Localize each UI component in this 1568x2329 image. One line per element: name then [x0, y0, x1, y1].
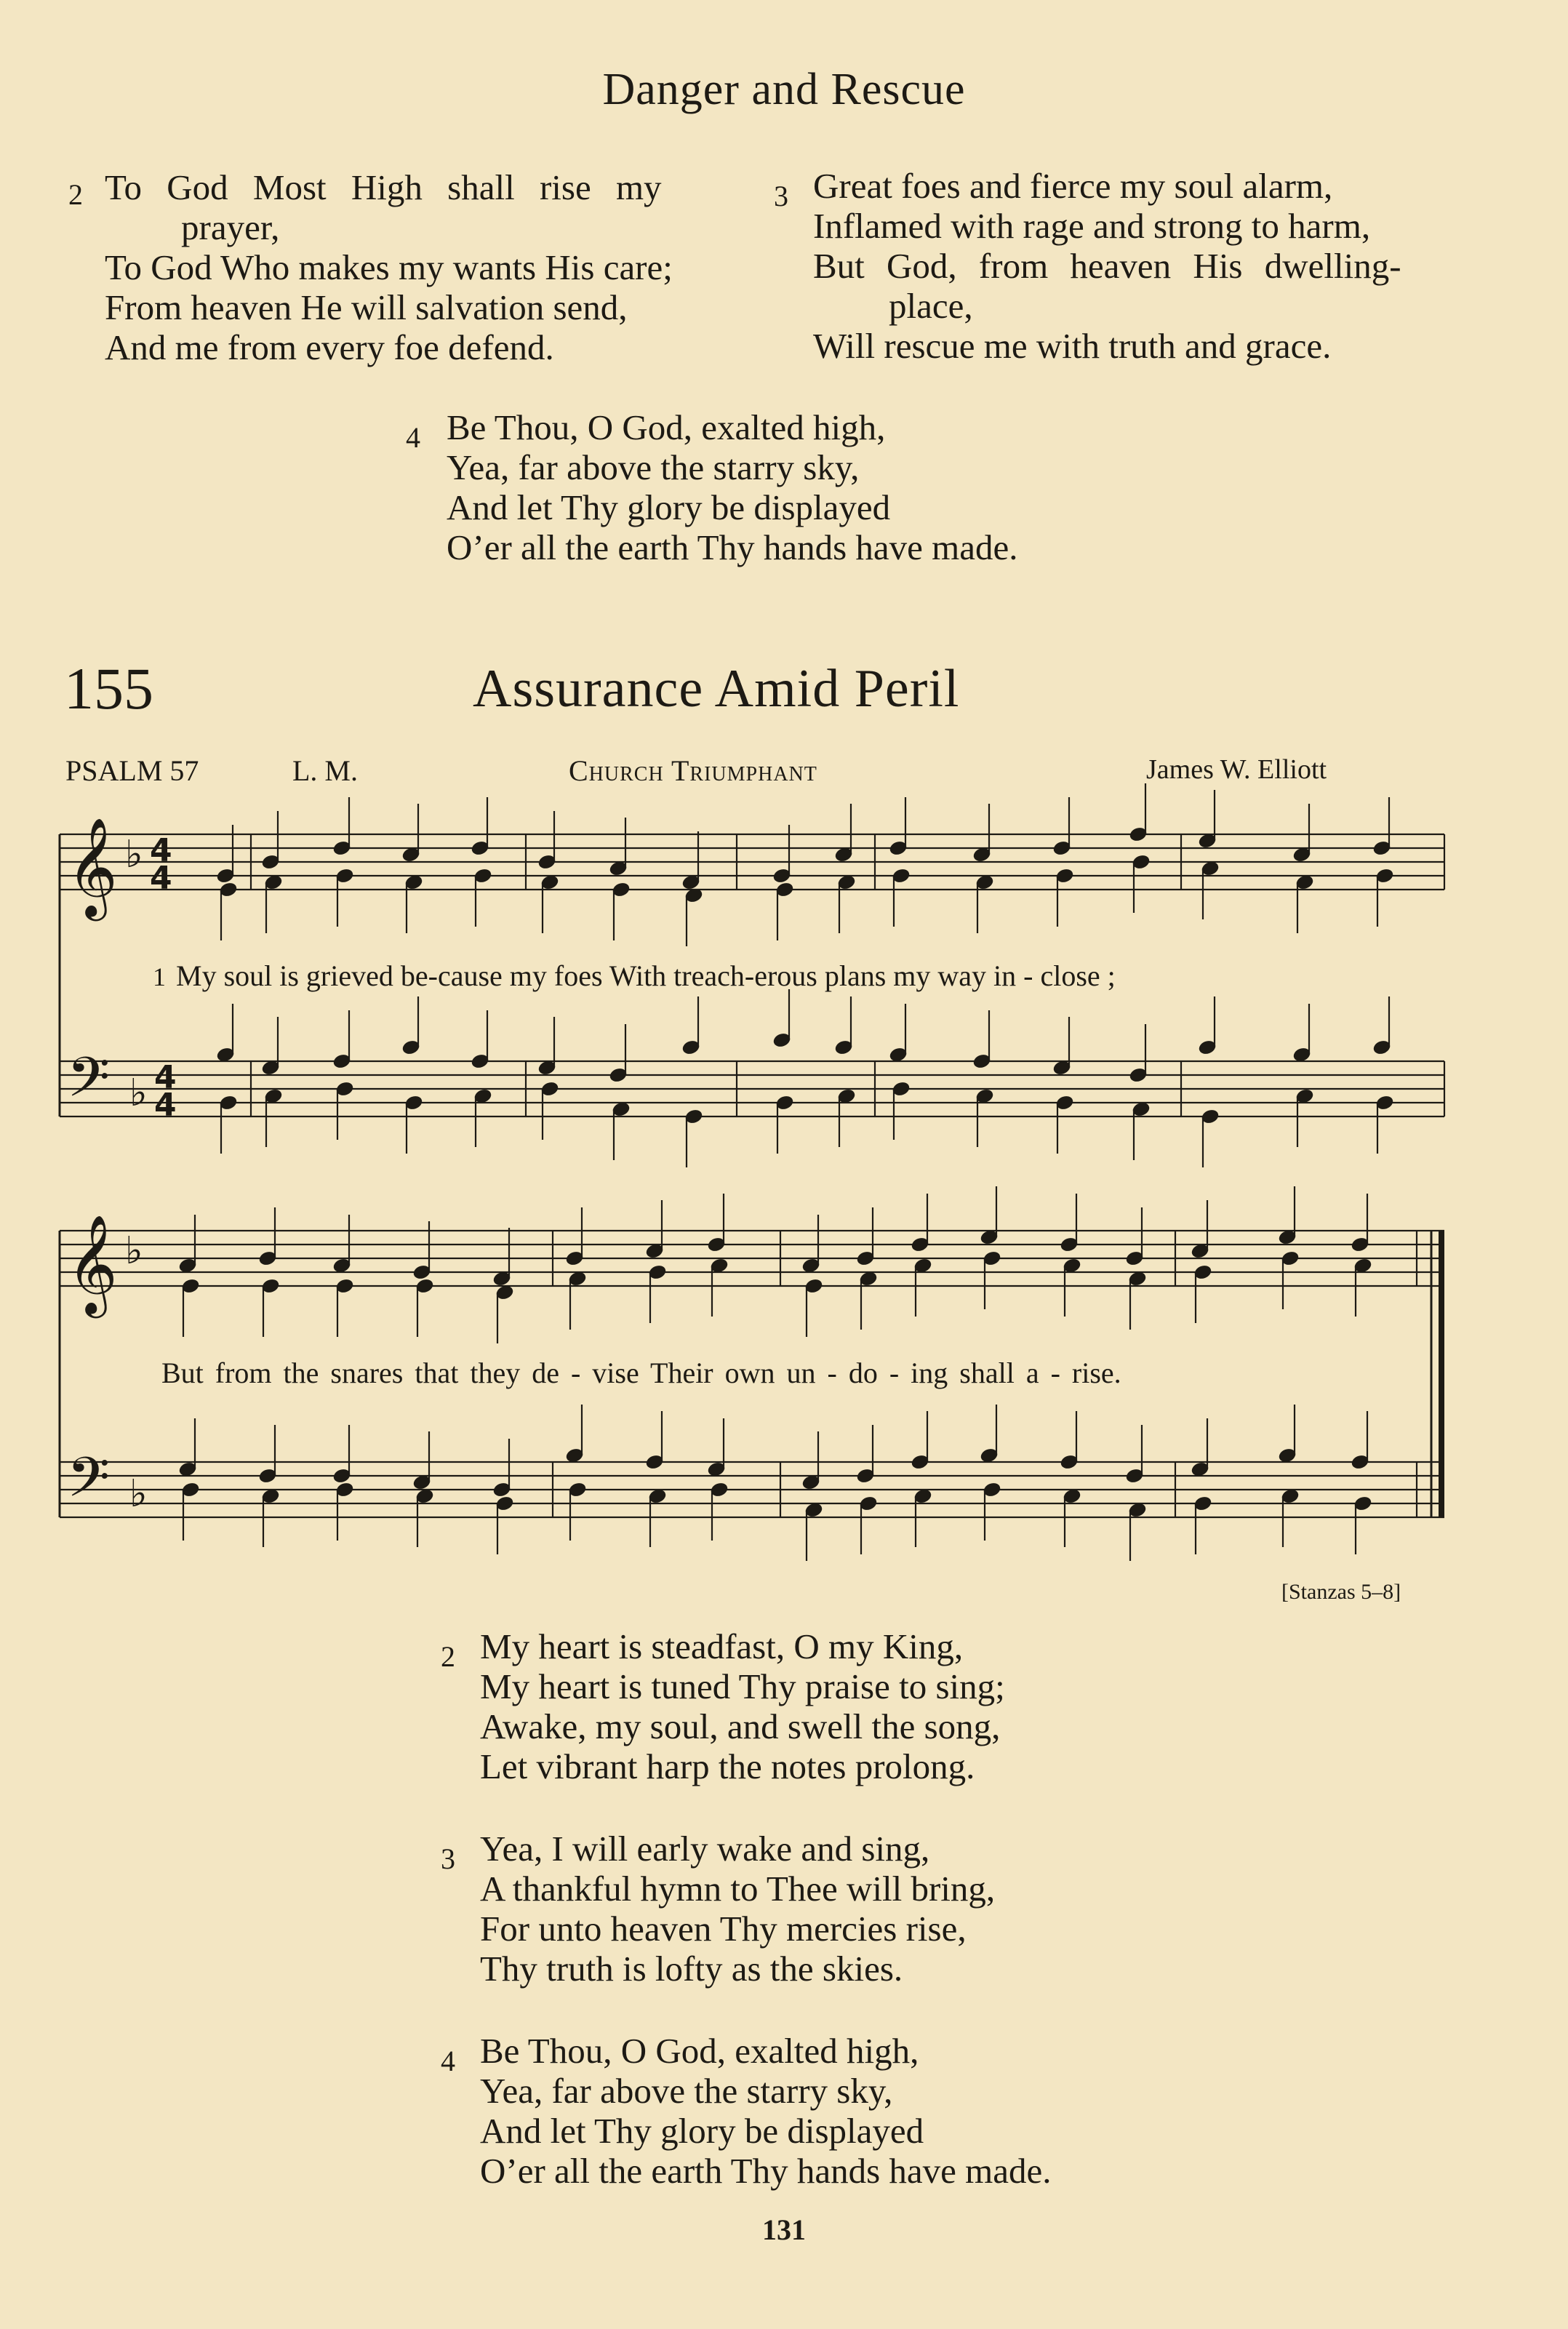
stanza-line: And let Thy glory be displayed	[480, 2111, 924, 2151]
stanza-number: 4	[406, 421, 420, 454]
stanza-line: To God Most High shall rise my	[105, 167, 662, 207]
flat-icon: ♭	[125, 833, 143, 876]
lyrics-line-1	[153, 959, 1116, 993]
stanza-line: Great foes and fierce my soul alarm,	[813, 166, 1333, 206]
hymn-title: Assurance Amid Peril	[473, 659, 960, 719]
stanza-line: Inflamed with rage and strong to harm,	[813, 206, 1371, 246]
hymn-source: PSALM 57	[65, 754, 199, 787]
svg-text:4: 4	[154, 1059, 177, 1096]
stanza-line: To God Who makes my wants His care;	[105, 247, 673, 287]
lyrics-line-2: But from the snares that they de - vise Their own un - do - ing shall a - rise.	[161, 1357, 1121, 1389]
stanza-line: From heaven He will salvation send,	[105, 287, 628, 327]
lyrics-text: My soul is grieved be-cause my foes With treach-erous plans my way in - close ;	[176, 959, 1116, 992]
flat-icon: ♭	[129, 1472, 148, 1516]
stanzas-note: [Stanzas 5–8]	[1281, 1580, 1401, 1604]
stanza-3	[441, 1829, 1241, 1989]
flat-icon: ♭	[125, 1229, 143, 1273]
stanza-line: place,	[889, 286, 973, 326]
running-head: Danger and Rescue	[602, 65, 966, 114]
svg-text:4: 4	[150, 832, 172, 869]
stanza-line: Be Thou, O God, exalted high,	[480, 2031, 919, 2071]
stanza-line: Let vibrant harp the notes prolong.	[480, 1746, 975, 1786]
bass-clef-icon: 𝄢	[67, 1045, 111, 1123]
bass-clef-icon: 𝄢	[67, 1445, 111, 1523]
stanza-line: Yea, far above the starry sky,	[447, 447, 860, 487]
verse-number: 1	[153, 962, 166, 991]
stanza-line: Yea, I will early wake and sing,	[480, 1829, 930, 1869]
stanza-number: 2	[441, 1640, 455, 1673]
hymn-meter: L. M.	[292, 754, 358, 787]
flat-icon: ♭	[129, 1071, 148, 1115]
stanza-line: But God, from heaven His dwelling-	[813, 246, 1401, 286]
stanza-line: My heart is tuned Thy praise to sing;	[480, 1666, 1005, 1706]
stanza-number: 4	[441, 2045, 455, 2077]
stanza-line: And me from every foe defend.	[105, 327, 554, 367]
stanza-line: A thankful hymn to Thee will bring,	[480, 1869, 996, 1909]
stanza-line: My heart is steadfast, O my King,	[480, 1626, 964, 1666]
stanza-line: Yea, far above the starry sky,	[480, 2071, 893, 2111]
stanza-2	[441, 1626, 1241, 1786]
stanza-line: O’er all the earth Thy hands have made.	[480, 2151, 1052, 2191]
stanza-line: And let Thy glory be displayed	[447, 487, 891, 527]
page-number: 131	[762, 2213, 806, 2246]
stanza-number: 3	[441, 1842, 455, 1875]
svg-text:4: 4	[150, 860, 172, 897]
stanza-number: 2	[68, 178, 83, 211]
composer: James W. Elliott	[1146, 754, 1327, 785]
stanza-4	[441, 2031, 1241, 2191]
treble-clef-icon: 𝄞	[67, 816, 118, 916]
stanza-line: Thy truth is lofty as the skies.	[480, 1949, 903, 1989]
stanza-number: 3	[774, 180, 788, 212]
stanza-line: Awake, my soul, and swell the song,	[480, 1706, 1001, 1746]
hymn-number: 155	[64, 655, 153, 722]
stanza-line: prayer,	[181, 207, 280, 247]
svg-text:4: 4	[154, 1087, 177, 1124]
tune-name: Church Triumphant	[569, 754, 817, 787]
stanza-line: O’er all the earth Thy hands have made.	[447, 527, 1018, 567]
stanza-line: Will rescue me with truth and grace.	[813, 326, 1332, 366]
stanza-line: For unto heaven Thy mercies rise,	[480, 1909, 967, 1949]
stanza-line: Be Thou, O God, exalted high,	[447, 407, 886, 447]
treble-clef-icon: 𝄞	[67, 1213, 118, 1314]
